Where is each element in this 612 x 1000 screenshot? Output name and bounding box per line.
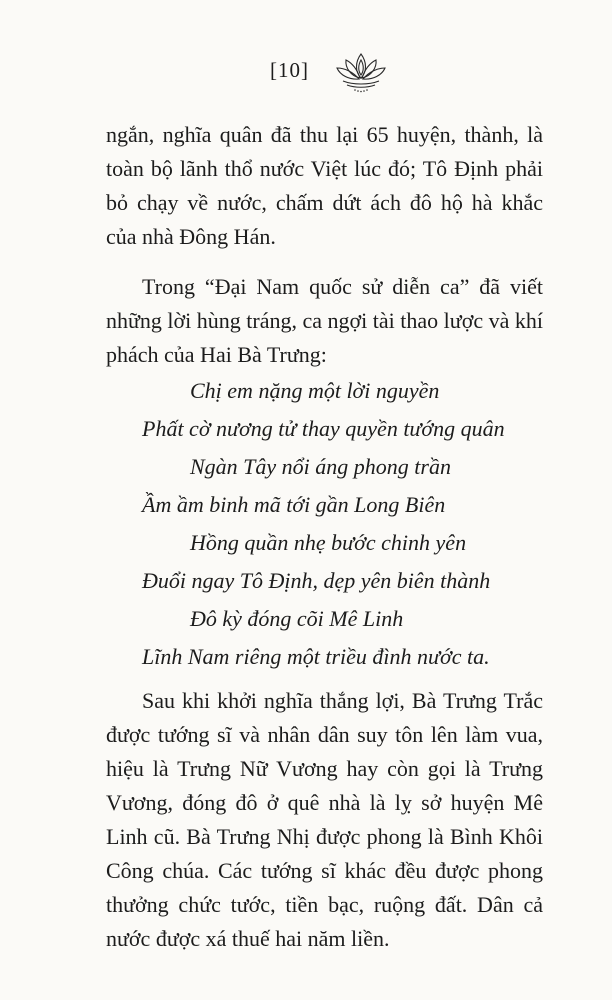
verse-line-1: Chị em nặng một lời nguyền: [190, 378, 440, 403]
verse-line-5: Hồng quần nhẹ bước chinh yên: [190, 530, 467, 555]
paragraph-2: Trong “Đại Nam quốc sử diễn ca” đã viết những lời hùng tráng, ca ngợi tài thao lược và khí phách của Hai Bà Trưng:: [106, 274, 543, 367]
verse-line-7: Đô kỳ đóng cõi Mê Linh: [190, 606, 404, 631]
verse-line-3: Ngàn Tây nổi áng phong trần: [190, 454, 451, 479]
verse-line-4: Ầm ầm binh mã tới gần Long Biên: [142, 492, 446, 517]
page-header: [0, 48, 612, 98]
verse-line-2: Phất cờ nương tử thay quyền tướng quân: [142, 416, 505, 441]
page-number: [10]: [270, 58, 309, 82]
page-body: [106, 118, 543, 956]
verse-block: [106, 372, 543, 676]
paragraph-1: ngắn, nghĩa quân đã thu lại 65 huyện, thành, là toàn bộ lãnh thổ nước Việt lúc đó; Tô Định phải bỏ chạy về nước, chấm dứt ách đô hộ hà khắc của nhà Đông Hán.: [106, 122, 543, 249]
lotus-ornament-icon: [333, 48, 389, 96]
paragraph-3: Sau khi khởi nghĩa thắng lợi, Bà Trưng Trắc được tướng sĩ và nhân dân suy tôn lên làm vua, hiệu là Trưng Nữ Vương hay còn gọi là Trưng Vương, đóng đô ở quê nhà là lỵ sở huyện Mê Linh cũ. Bà Trưng Nhị được phong là Bình Khôi Công chúa. Các tướng sĩ khác đều được phong thưởng chức tước, tiền bạc, ruộng đất. Dân cả nước được xá thuế hai năm liền.: [106, 688, 543, 951]
verse-line-6: Đuổi ngay Tô Định, dẹp yên biên thành: [142, 568, 491, 593]
verse-line-8: Lĩnh Nam riêng một triều đình nước ta.: [142, 644, 490, 669]
